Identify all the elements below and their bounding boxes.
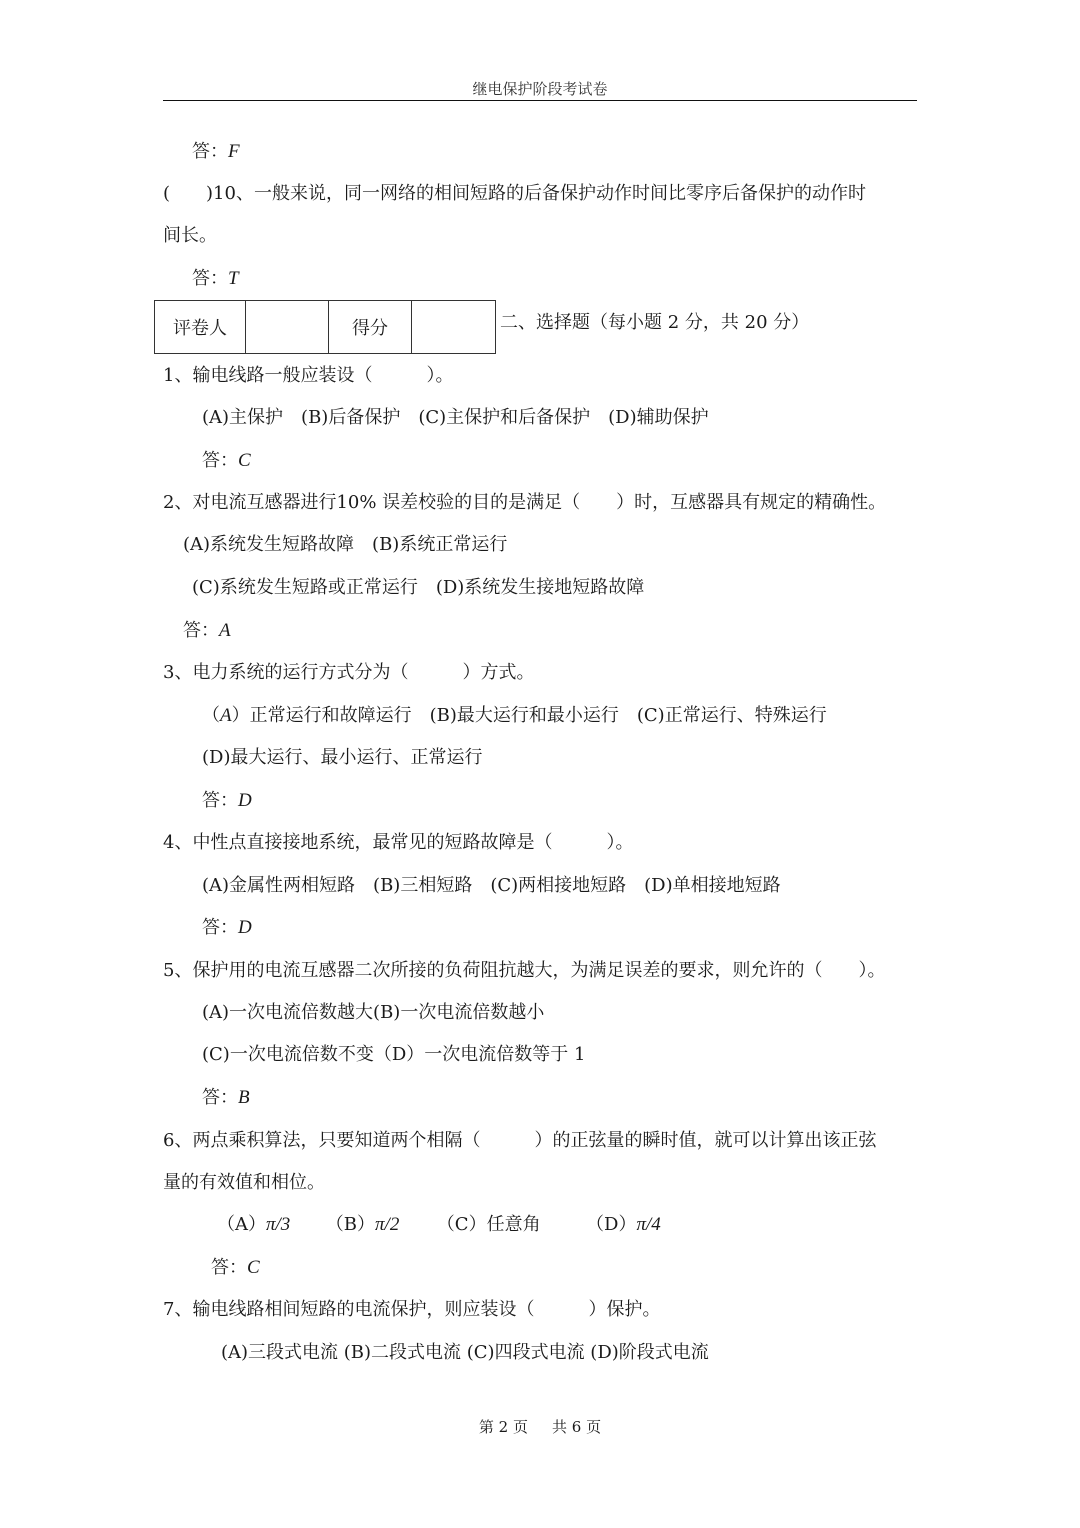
answer-q1 [202,449,251,473]
question-10-line-2: 间长。 [163,225,217,246]
page-header-title: 继电保护阶段考试卷 [472,80,608,98]
answer-q4 [202,916,252,940]
question-2-options-1: (A)系统发生短路故障 (B)系统正常运行 [183,534,508,555]
answer-q2 [183,619,231,643]
option-lead-paren: （ [202,705,220,726]
answer-q5 [202,1086,250,1110]
option-d-label: （D） [586,1214,637,1235]
answer-q6 [211,1256,260,1280]
question-5-stem: 5、保护用的电流互感器二次所接的负荷阻抗越大，为满足误差的要求，则允许的（ ）。 [163,960,886,981]
option-lead-letter: A [220,705,232,726]
section-heading: 二、选择题（每小题 2 分，共 20 分） [500,312,810,333]
option-c-label: （C） [436,1214,487,1235]
answer-q10 [192,267,239,291]
answer-value: F [228,141,240,162]
question-6-options [217,1213,661,1237]
page-total: 共 6 页 [552,1418,602,1436]
question-2-stem: 2、对电流互感器进行10% 误差校验的目的是满足（ ）时，互感器具有规定的精确性。 [163,492,887,513]
page-footer [0,1416,1080,1437]
question-4-stem: 4、中性点直接接地系统，最常见的短路故障是（ ）。 [163,832,634,853]
question-7-stem: 7、输电线路相间短路的电流保护，则应装设（ ）保护。 [163,1299,661,1320]
question-3-options-2: (D)最大运行、最小运行、正常运行 [202,747,483,768]
option-a-label: （A） [217,1214,266,1235]
question-2-options-2: (C)系统发生短路或正常运行 (D)系统发生接地短路故障 [192,577,645,598]
question-1-stem: 1、输电线路一般应装设（ ）。 [163,365,454,386]
answer-label: 答： [202,917,238,938]
answer-label: 答： [202,450,238,471]
question-10-line-1: ( )10、一般来说，同一网络的相间短路的后备保护动作时间比零序后备保护的动作时 [163,183,866,204]
grader-label: 评卷人 [155,301,246,354]
answer-q3 [202,789,252,813]
answer-label: 答： [211,1257,247,1278]
answer-label: 答： [192,141,228,162]
answer-value: C [247,1257,260,1278]
option-b-label: （B） [325,1214,376,1235]
question-7-options: (A)三段式电流 (B)二段式电流 (C)四段式电流 (D)阶段式电流 [221,1342,709,1363]
header-divider [163,100,917,101]
answer-value: C [238,450,251,471]
question-6-stem-1: 6、两点乘积算法，只要知道两个相隔（ ）的正弦量的瞬时值，就可以计算出该正弦 [163,1130,877,1151]
option-b-value: π/2 [375,1214,400,1235]
question-4-options: (A)金属性两相短路 (B)三相短路 (C)两相接地短路 (D)单相接地短路 [202,875,781,896]
answer-label: 答： [202,790,238,811]
option-a-value: π/3 [266,1214,291,1235]
option-d-value: π/4 [636,1214,661,1235]
question-1-options: (A)主保护 (B)后备保护 (C)主保护和后备保护 (D)辅助保护 [202,407,709,428]
grader-value-cell [246,301,329,354]
score-table [154,300,496,354]
answer-value: T [228,268,239,289]
question-3-stem: 3、电力系统的运行方式分为（ ）方式。 [163,662,535,683]
answer-value: D [238,917,252,938]
question-3-options-1 [202,704,827,728]
page-number: 第 2 页 [478,1418,528,1436]
answer-label: 答： [183,620,219,641]
answer-prev [192,140,240,164]
answer-value: D [238,790,252,811]
score-value-cell [412,301,496,354]
question-6-stem-2: 量的有效值和相位。 [163,1172,325,1193]
answer-value: A [219,620,231,641]
score-label: 得分 [329,301,412,354]
question-5-options-2: (C)一次电流倍数不变（D）一次电流倍数等于 1 [202,1044,586,1065]
answer-label: 答： [202,1087,238,1108]
question-5-options-1: (A)一次电流倍数越大(B)一次电流倍数越小 [202,1002,545,1023]
option-text: ）正常运行和故障运行 (B)最大运行和最小运行 (C)正常运行、特殊运行 [231,705,827,726]
answer-value: B [238,1087,250,1108]
option-c-value: 任意角 [486,1214,541,1235]
answer-label: 答： [192,268,228,289]
